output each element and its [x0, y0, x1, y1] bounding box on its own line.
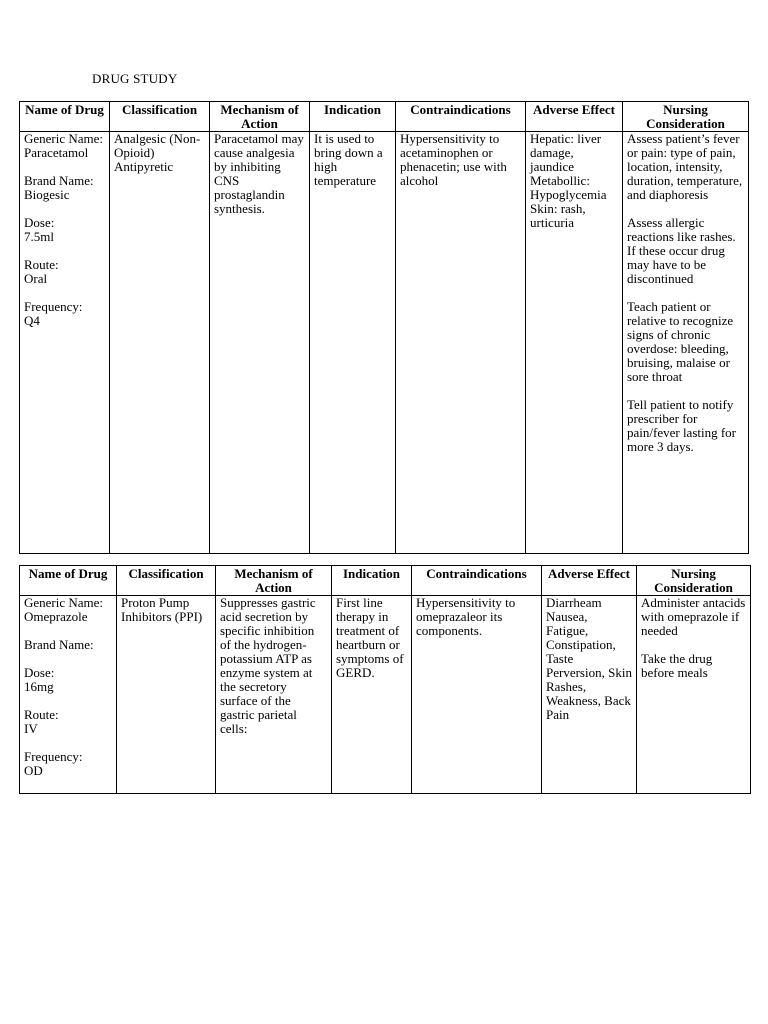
header-nursing-consideration: Nursing Consideration [637, 566, 751, 596]
nursing-item: Teach patient or relative to recognize signs of chronic overdose: bleeding, bruising, malaise or sore throat [627, 299, 734, 384]
cell-adverse-effect: Diarrheam Nausea, Fatigue, Constipation, Taste Perversion, Skin Rashes, Weakness, Back Pain [542, 596, 637, 794]
cell-mechanism: Suppresses gastric acid secretion by specific inhibition of the hydrogen-potassium ATP as enzyme system at the secretory surface of the gastric parietal cells: [216, 596, 332, 794]
table-header-row [20, 102, 749, 132]
cell-drug-name [20, 132, 110, 554]
frequency-value: OD [24, 763, 43, 778]
nursing-item: Assess patient’s fever or pain: type of pain, location, intensity, duration, temperature, and diaphoresis [627, 131, 743, 202]
header-contraindications: Contraindications [412, 566, 542, 596]
drug-table-omeprazole [19, 565, 751, 794]
dose-label: Dose: [24, 665, 55, 680]
cell-indication: First line therapy in treatment of heartburn or symptoms of GERD. [332, 596, 412, 794]
cell-indication: It is used to bring down a high temperature [310, 132, 396, 554]
header-contraindications: Contraindications [396, 102, 526, 132]
generic-name-value: Omeprazole [24, 609, 88, 624]
route-label: Route: [24, 707, 59, 722]
frequency-label: Frequency: [24, 299, 83, 314]
header-classification: Classification [110, 102, 210, 132]
nursing-item: Take the drug before meals [641, 651, 713, 680]
drug-table-paracetamol [19, 101, 749, 554]
header-mechanism: Mechanism of Action [216, 566, 332, 596]
header-name-of-drug: Name of Drug [20, 102, 110, 132]
cell-adverse-effect: Hepatic: liver damage, jaundice Metabollic: Hypoglycemia Skin: rash, urticuria [526, 132, 623, 554]
cell-nursing-consideration [637, 596, 751, 794]
generic-name-label: Generic Name: [24, 595, 104, 610]
brand-name-value: Biogesic [24, 187, 70, 202]
cell-classification: Analgesic (Non-Opioid) Antipyretic [110, 132, 210, 554]
brand-name-label: Brand Name: [24, 173, 94, 188]
nursing-item: Tell patient to notify prescriber for pain/fever lasting for more 3 days. [627, 397, 737, 454]
header-indication: Indication [310, 102, 396, 132]
route-value: IV [24, 721, 38, 736]
cell-contraindications: Hypersensitivity to acetaminophen or phenacetin; use with alcohol [396, 132, 526, 554]
cell-nursing-consideration [623, 132, 749, 554]
frequency-label: Frequency: [24, 749, 83, 764]
cell-classification: Proton Pump Inhibitors (PPI) [117, 596, 216, 794]
cell-contraindications: Hypersensitivity to omeprazaleor its components. [412, 596, 542, 794]
frequency-value: Q4 [24, 313, 40, 328]
header-classification: Classification [117, 566, 216, 596]
dose-value: 16mg [24, 679, 54, 694]
nursing-item: Administer antacids with omeprazole if needed [641, 595, 746, 638]
cell-mechanism: Paracetamol may cause analgesia by inhibiting CNS prostaglandin synthesis. [210, 132, 310, 554]
nursing-item: Assess allergic reactions like rashes. If these occur drug may have to be discontinued [627, 215, 736, 286]
brand-name-label: Brand Name: [24, 637, 94, 652]
dose-value: 7.5ml [24, 229, 54, 244]
route-value: Oral [24, 271, 48, 286]
generic-name-value: Paracetamol [24, 145, 89, 160]
header-adverse-effect: Adverse Effect [526, 102, 623, 132]
page-title: DRUG STUDY [92, 71, 178, 86]
header-indication: Indication [332, 566, 412, 596]
table-row [20, 596, 751, 794]
header-nursing-consideration: Nursing Consideration [623, 102, 749, 132]
dose-label: Dose: [24, 215, 55, 230]
route-label: Route: [24, 257, 59, 272]
generic-name-label: Generic Name: [24, 131, 104, 146]
header-adverse-effect: Adverse Effect [542, 566, 637, 596]
header-name-of-drug: Name of Drug [20, 566, 117, 596]
table-header-row [20, 566, 751, 596]
cell-drug-name [20, 596, 117, 794]
header-mechanism: Mechanism of Action [210, 102, 310, 132]
table-row [20, 132, 749, 554]
